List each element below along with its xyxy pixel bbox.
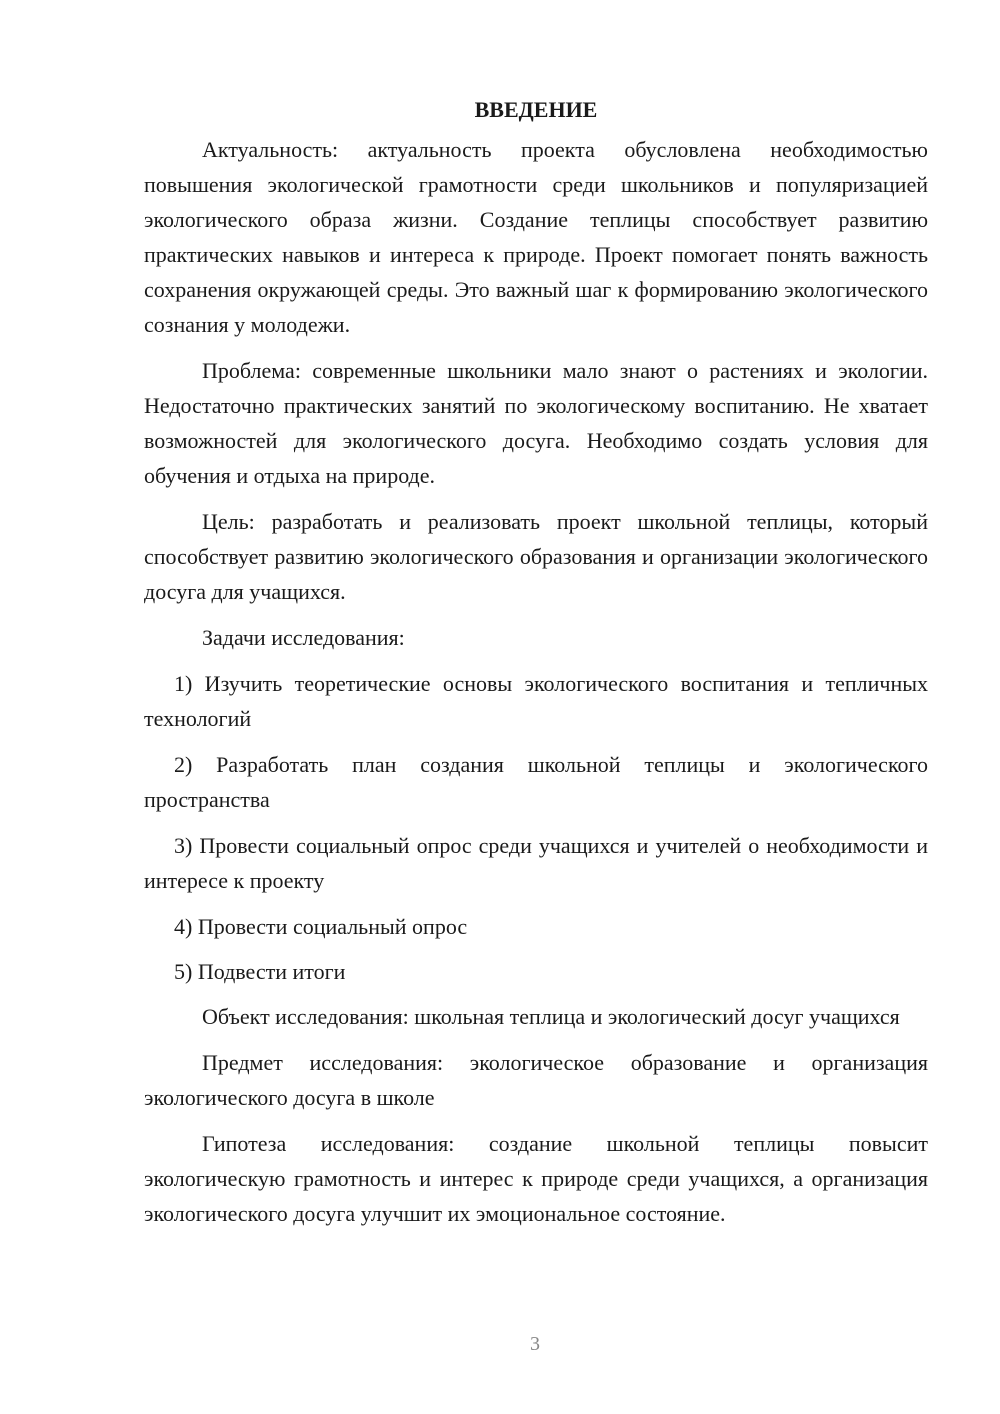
task-item-5: 5) Подвести итоги bbox=[174, 959, 346, 984]
tasks-heading: Задачи исследования: bbox=[202, 625, 405, 650]
task-item-1: 1) Изучить теоретические основы экологического воспитания и тепличных технологий bbox=[144, 671, 928, 731]
paragraph-actuality: Актуальность: актуальность проекта обусловлена необходимостью повышения экологической грамотности среди школьников и популяризацией экологического образа жизни. Создание теплицы способствует развитию практических навыков и интереса к природе. Проект помогает понять важность сохранения окружающей среды. Это важный шаг к формированию экологического сознания у молодежи. bbox=[144, 137, 928, 337]
task-item-2: 2) Разработать план создания школьной теплицы и экологического пространства bbox=[144, 752, 928, 812]
paragraph-hypothesis: Гипотеза исследования: создание школьной теплицы повысит экологическую грамотность и интерес к природе среди учащихся, а организация экологического досуга улучшит их эмоциональное состояние. bbox=[144, 1131, 928, 1226]
tasks-list bbox=[144, 666, 928, 989]
page-title: ВВЕДЕНИЕ bbox=[474, 97, 598, 122]
paragraph-problem: Проблема: современные школьники мало знают о растениях и экологии. Недостаточно практических занятий по экологическому воспитанию. Не хватает возможностей для экологического досуга. Необходимо создать условия для обучения и отдыха на природе. bbox=[144, 358, 928, 488]
task-item-3: 3) Провести социальный опрос среди учащихся и учителей о необходимости и интересе к проекту bbox=[144, 833, 928, 893]
paragraph-object: Объект исследования: школьная теплица и экологический досуг учащихся bbox=[202, 1004, 900, 1029]
page-number: 3 bbox=[530, 1333, 540, 1355]
paragraph-subject: Предмет исследования: экологическое образование и организация экологического досуга в школе bbox=[144, 1050, 928, 1110]
paragraph-goal: Цель: разработать и реализовать проект школьной теплицы, который способствует развитию экологического образования и организации экологического досуга для учащихся. bbox=[144, 509, 928, 604]
task-item-4: 4) Провести социальный опрос bbox=[174, 914, 468, 939]
document-page bbox=[144, 92, 928, 1242]
